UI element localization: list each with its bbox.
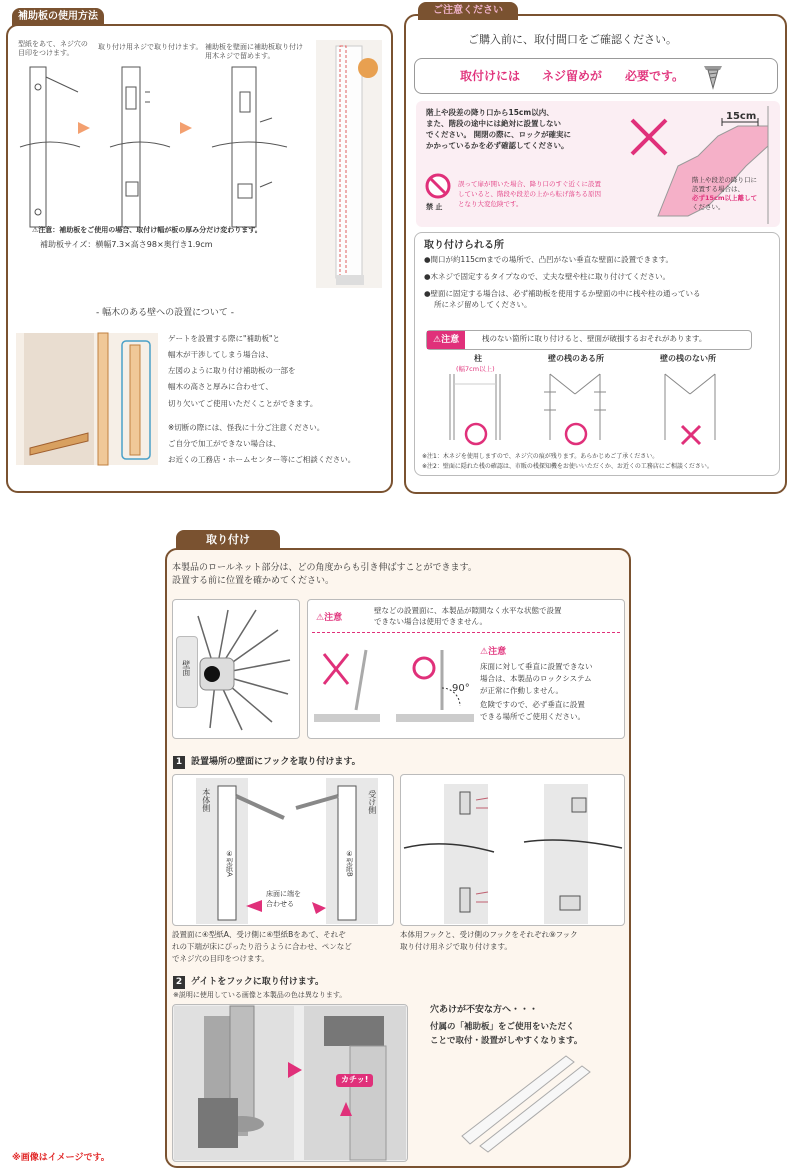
tip-text: ことで取付・設置がしやすくなります。: [430, 1036, 583, 1046]
intro-line: 本製品のロールネット部分は、どの角度からも引き伸ばすことができます。: [172, 563, 477, 573]
click-label: カチッ!: [336, 1074, 373, 1087]
assist-board-illustration: [456, 1052, 596, 1152]
col-pillar: 柱: [474, 354, 482, 363]
prohibit-text: 誤って扉が開いた場合、降り口のすぐ近くに設置: [458, 180, 601, 188]
step3-line1: 補助板を壁面に補助板取り付け: [205, 43, 303, 51]
screw-notice-2: ネジ留めが: [542, 69, 603, 83]
caution1-text: 壁などの設置面に、本製品が隙間なく水平な状態で設置: [374, 606, 562, 615]
step2-number: 2: [173, 976, 185, 989]
step1-title: 設置場所の壁面にフックを取り付けます。: [191, 757, 361, 767]
col-pillar-sub: (幅7cm以上): [456, 365, 495, 373]
baseboard-line: 幅木が干渉してしまう場合は、: [168, 350, 273, 360]
step3-illustration: [212, 62, 287, 232]
caution1-text: できない場合は使用できません。: [374, 617, 487, 626]
caution2-text: が正常に作動しません。: [480, 686, 563, 695]
panel1-tab: 補助板の使用方法: [12, 8, 104, 26]
baseboard-line: 幅木の高さと厚みに合わせて、: [168, 382, 273, 392]
baseboard-line: 切り欠いてご使用いただくことができます。: [168, 398, 318, 408]
prohibit-label: 禁 止: [426, 203, 443, 211]
stairs-text: また、階段の途中には絶対に設置しない: [426, 119, 561, 128]
step1-number: 1: [173, 756, 185, 769]
mount-item: ●壁面に固定する場合は、必ず補助板を使用するか壁面の中に桟や柱の通っている: [424, 289, 701, 298]
screw-notice-1: 取付けには: [460, 69, 521, 83]
tip-text: 付属の「補助板」をご使用をいただく: [430, 1022, 575, 1032]
stairs-text: 階上や段差の降り口から15cm以内、: [426, 108, 554, 117]
caution-heading: ご購入前に、取付間口をご確認ください。: [468, 33, 677, 46]
assist-board-size: 補助板サイズ：横幅7.3×高さ98×奥行き1.9cm: [40, 240, 213, 249]
arrow-right-icon: [76, 120, 92, 136]
footnote: ※注1：木ネジを使用しますので、ネジ穴の痕が残ります。あらかじめご了承ください。: [422, 453, 659, 460]
align-text: 合わせる: [266, 900, 294, 908]
gate-photo: [316, 40, 382, 288]
recv-side-label: 受け側: [367, 790, 377, 814]
baseboard-illustration: [16, 333, 158, 465]
panel3-tab: 取り付け: [176, 530, 280, 550]
baseboard-line: ご自分で加工ができない場合は、: [168, 438, 281, 448]
screw-icon: [700, 62, 728, 90]
baseboard-line: 左図のように取り付け補助板の一部を: [168, 366, 296, 376]
step1-desc-left: でネジ穴の目印をつけます。: [172, 954, 269, 963]
mount-item: ●間口が約115cmまでの場所で、凸凹がない垂直な壁面に設置できます。: [424, 255, 674, 264]
baseboard-text: [168, 334, 355, 465]
panel2-tab: ご注意ください: [418, 2, 518, 20]
baseboard-title: - 幅木のある壁への設置について -: [96, 308, 235, 318]
template-a-label: ④型紙A: [225, 850, 234, 877]
mount-item: ●木ネジで固定するタイプなので、丈夫な壁や柱に取り付けてください。: [424, 272, 671, 281]
stairs-note: 必ず15cm以上離して: [692, 194, 758, 202]
mount-item: 所にネジ留めしてください。: [434, 300, 532, 309]
arrow-right-icon: [178, 120, 194, 136]
hook-illustration: [404, 778, 622, 924]
wall-label: 壁面: [181, 660, 191, 676]
stairs-label: 15cm: [726, 111, 757, 122]
assist-board-note: ⚠注意：補助板をご使用の場合、取付け幅が板の厚み分だけ変わります。: [32, 226, 262, 234]
screw-notice-3: 必要です。: [625, 69, 685, 83]
caution-badge: ⚠注意: [427, 331, 465, 349]
caution1-label: ⚠注意: [316, 613, 343, 623]
step2-illustration: [110, 62, 170, 232]
intro-line: 設置する前に位置を確かめてください。: [172, 576, 335, 586]
step1-illustration: [20, 62, 80, 232]
caution2-text: 危険ですので、必ず垂直に設置: [480, 700, 585, 709]
baseboard-line: ※切断の際には、怪我に十分ご注意ください。: [168, 422, 325, 432]
prohibit-icon: [424, 172, 452, 200]
prohibit-text: となり大変危険です。: [458, 200, 523, 208]
tip-title: 穴あけが不安な方へ・・・: [430, 1005, 539, 1015]
step2-text: 取り付け用ネジで取り付けます。: [98, 43, 203, 51]
stairs-note: 設置する場合は、: [692, 185, 744, 193]
footer-note: ※画像はイメージです。: [12, 1153, 110, 1163]
stairs-text: かかっているかを必ず確認してください。: [426, 141, 569, 150]
step3-line2: 用木ネジで留めます。: [205, 52, 275, 60]
direction-diagram: [198, 604, 296, 734]
step2-title: ゲイトをフックに取り付けます。: [191, 977, 325, 987]
stairs-note: 階上や段差の降り口に: [692, 176, 757, 184]
caution2-text: 場合は、本製品のロックシステム: [480, 674, 592, 683]
mount-title: 取り付けられる所: [424, 240, 504, 251]
stairs-note: ください。: [692, 203, 725, 211]
baseboard-line: ゲートを設置する際に"補助板"と: [168, 334, 280, 343]
step1-desc-right: 取り付け用ネジで取り付けます。: [400, 942, 512, 951]
footnote: ※注2：壁面に隠れた桟の確認は、市販の桟探知機をお使いいただくか、お近くの工務店にご相談ください。: [422, 463, 713, 470]
stairs-text: でください。 開閉の際に、ロックが確実に: [426, 130, 571, 139]
step2-note: ※説明に使用している画像と本製品の色は異なります。: [173, 991, 347, 999]
vertical-compare: [314, 644, 474, 732]
caution2-text: できる場所でご使用ください。: [480, 712, 585, 721]
col-with-stud: 壁の桟のある所: [548, 354, 604, 363]
caution-text: 桟のない箇所に取り付けると、壁面が破損するおそれがあります。: [482, 334, 707, 343]
step1-desc-left: れの下端が床にぴったり沿うように合わせ、ペンなど: [172, 942, 352, 951]
caution2-text: 床面に対して垂直に設置できない: [480, 662, 593, 671]
col-without-stud: 壁の桟のない所: [660, 354, 716, 363]
align-text: 床面に端を: [266, 890, 301, 898]
template-b-label: ④型紙B: [345, 850, 354, 877]
baseboard-line: お近くの工務店・ホームセンター等にご相談ください。: [168, 454, 356, 464]
caution2-label: ⚠注意: [480, 647, 507, 657]
wall-diagrams: [440, 374, 760, 450]
prohibit-text: していると、階段や段差の上から転げ落ちる原因: [458, 190, 601, 198]
main-side-label: 本体側: [201, 788, 211, 812]
angle-label: 90°: [452, 683, 470, 694]
step1-line2: 目印をつけます。: [18, 49, 74, 57]
step1-line1: 型紙をあて、ネジ穴の: [18, 40, 88, 48]
caution-divider: [312, 632, 620, 633]
step1-desc-left: 設置面に④型紙A、受け側に④型紙Bをあて、それぞ: [172, 930, 346, 939]
step1-desc-right: 本体用フックと、受け側のフックをそれぞれ⑨フック: [400, 930, 578, 939]
